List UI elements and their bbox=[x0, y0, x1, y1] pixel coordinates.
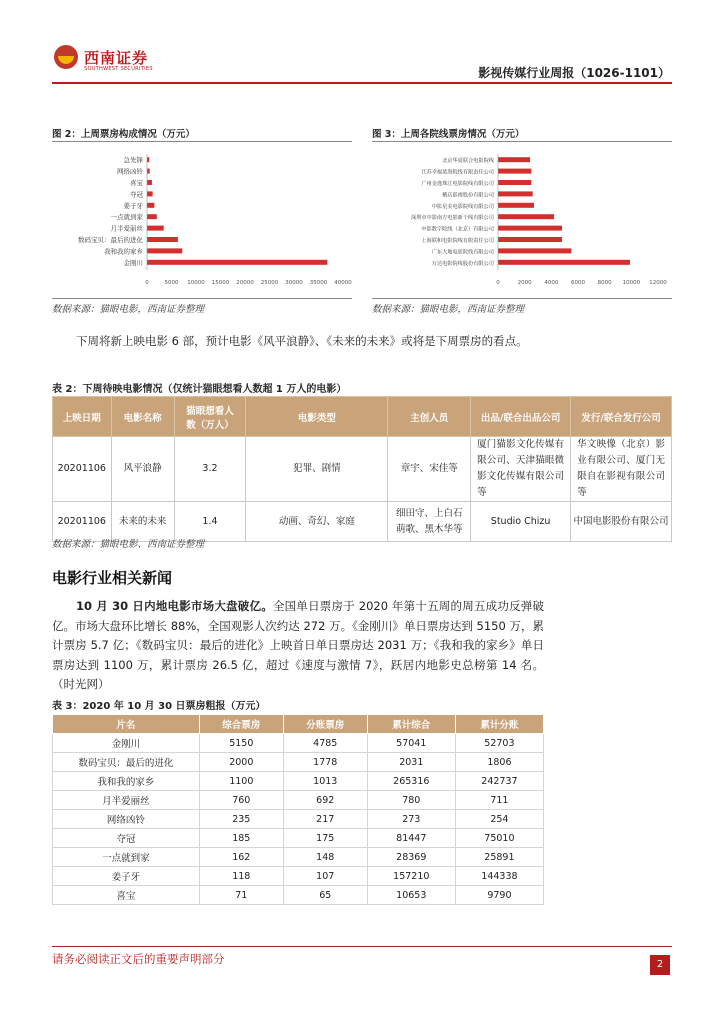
table2-header: 主创人员 bbox=[388, 397, 471, 437]
table-cell: 1.4 bbox=[174, 502, 246, 542]
table-cell: 2000 bbox=[199, 753, 283, 772]
table-cell: 风平浪静 bbox=[111, 437, 174, 502]
figure2-tick-label: 20000 bbox=[236, 280, 254, 286]
figure3-tick-label: 2000 bbox=[517, 280, 532, 286]
figure3-category-label: 中影数字院线（北京）有限公司 bbox=[421, 226, 494, 233]
table-cell: 162 bbox=[199, 848, 283, 867]
figure2-top-rule bbox=[52, 141, 352, 142]
figure2-category-label: 金刚川 bbox=[123, 258, 143, 267]
figure2-category-label: 网络凶铃 bbox=[117, 167, 143, 176]
table-cell: 65 bbox=[283, 886, 367, 905]
figure3-tick-label: 12000 bbox=[649, 280, 667, 286]
figure2-category-label: 喜宝 bbox=[130, 179, 143, 187]
figure2-category-label: 一点就到家 bbox=[110, 213, 143, 222]
table-cell: 75010 bbox=[455, 829, 543, 848]
figure2-title: 图 2：上周票房构成情况（万元） bbox=[52, 129, 195, 140]
table-cell: 厦门猫影文化传媒有限公司、天津猫眼微影文化传媒有限公司等 bbox=[471, 437, 571, 502]
logo-icon bbox=[54, 45, 78, 69]
figure3-tick-label: 4000 bbox=[544, 280, 559, 286]
figure3-bottom-rule bbox=[372, 298, 672, 299]
section-heading: 电影行业相关新闻 bbox=[52, 569, 173, 587]
figure2-tick-label: 30000 bbox=[285, 280, 303, 286]
figure2-bar bbox=[147, 260, 327, 265]
figure2-bar bbox=[147, 169, 150, 174]
table-cell: 25891 bbox=[455, 848, 543, 867]
figure2-category-label: 姜子牙 bbox=[123, 201, 143, 210]
table-cell: 未来的未来 bbox=[111, 502, 174, 542]
figure2-tick-label: 5000 bbox=[164, 280, 179, 286]
figure2-category-label: 夺冠 bbox=[130, 190, 143, 199]
table-cell: 3.2 bbox=[174, 437, 246, 502]
figure3-category-label: 江苏幸福蓝海院线有限责任公司 bbox=[421, 169, 494, 176]
upcoming-paragraph: 下周将新上映电影 6 部，预计电影《风平浪静》、《未来的未来》或将是下周票房的看点。 bbox=[76, 334, 528, 348]
figure2-bar bbox=[147, 180, 152, 185]
figure2-tick-label: 0 bbox=[145, 280, 149, 286]
table-row bbox=[53, 829, 544, 848]
figure2-bar bbox=[147, 226, 164, 231]
figure2-tick-label: 10000 bbox=[187, 280, 205, 286]
table-cell: 118 bbox=[199, 867, 283, 886]
table3-title: 表 3：2020 年 10 月 30 日票房粗报（万元） bbox=[52, 701, 266, 712]
table-cell: 28369 bbox=[367, 848, 455, 867]
table-cell: 144338 bbox=[455, 867, 543, 886]
figure3-category-label: 中影星美电影院线有限公司 bbox=[431, 203, 494, 210]
figure2-tick-label: 40000 bbox=[334, 280, 352, 286]
table-cell: 5150 bbox=[199, 734, 283, 753]
table-cell: 175 bbox=[283, 829, 367, 848]
figure3-bar bbox=[498, 248, 571, 253]
table-cell: 4785 bbox=[283, 734, 367, 753]
figure2-category-label: 我和我的家乡 bbox=[104, 247, 143, 256]
news-lead: 10 月 30 日内地电影市场大盘破亿。 bbox=[76, 599, 273, 613]
table-cell: 242737 bbox=[455, 772, 543, 791]
table-row bbox=[53, 791, 544, 810]
table-row bbox=[53, 886, 544, 905]
figure3-bar bbox=[498, 191, 533, 196]
table-cell: 我和我的家乡 bbox=[53, 772, 200, 791]
table-cell: 71 bbox=[199, 886, 283, 905]
figure2-category-label: 月半爱丽丝 bbox=[110, 224, 143, 233]
figure3-bar bbox=[498, 260, 630, 265]
table-cell: 254 bbox=[455, 810, 543, 829]
table-cell: 265316 bbox=[367, 772, 455, 791]
figure3-tick-label: 0 bbox=[496, 280, 500, 286]
table2-header: 猫眼想看人数（万人） bbox=[174, 397, 246, 437]
figure3-bar bbox=[498, 214, 554, 219]
figure3-tick-label: 6000 bbox=[571, 280, 585, 286]
table-row bbox=[53, 437, 672, 502]
table-row bbox=[53, 867, 544, 886]
table-cell: 1778 bbox=[283, 753, 367, 772]
table-row bbox=[53, 848, 544, 867]
table-cell: 20201106 bbox=[53, 437, 112, 502]
table3-header: 综合票房 bbox=[199, 715, 283, 734]
table-cell: 1013 bbox=[283, 772, 367, 791]
figure2-source: 数据来源：猫眼电影，西南证券整理 bbox=[52, 304, 205, 315]
table-row bbox=[53, 810, 544, 829]
figure2-tick-label: 25000 bbox=[260, 280, 279, 286]
figure2-tick-label: 15000 bbox=[211, 280, 230, 286]
figure3-category-label: 上海联和电影院线有限责任公司 bbox=[421, 238, 494, 244]
logo-name: 西南证券 bbox=[84, 49, 149, 67]
figure2-chart bbox=[52, 148, 352, 296]
box-office-table bbox=[52, 714, 544, 905]
report-title: 影视传媒行业周报（1026-1101） bbox=[478, 66, 670, 80]
table-cell: 235 bbox=[199, 810, 283, 829]
table-cell: 章宇、宋佳等 bbox=[388, 437, 471, 502]
table-cell: 网络凶铃 bbox=[53, 810, 200, 829]
table-cell: 157210 bbox=[367, 867, 455, 886]
figure2-bar bbox=[147, 248, 182, 253]
table3-header: 分账票房 bbox=[283, 715, 367, 734]
table-cell: 52703 bbox=[455, 734, 543, 753]
figure3-tick-label: 10000 bbox=[622, 280, 641, 286]
news-paragraph bbox=[52, 597, 544, 695]
figure3-bar bbox=[498, 157, 530, 162]
figure3-bar bbox=[498, 203, 534, 208]
table3-header: 片名 bbox=[53, 715, 200, 734]
table2-header: 电影类型 bbox=[246, 397, 388, 437]
page-number: 2 bbox=[650, 955, 670, 975]
table-cell: 一点就到家 bbox=[53, 848, 200, 867]
table-cell: 数码宝贝：最后的进化 bbox=[53, 753, 200, 772]
figure3-top-rule bbox=[372, 141, 672, 142]
table2-header: 上映日期 bbox=[53, 397, 112, 437]
table2-header: 出品/联合出品公司 bbox=[471, 397, 571, 437]
table-cell: 1100 bbox=[199, 772, 283, 791]
figure3-source: 数据来源：猫眼电影，西南证券整理 bbox=[372, 304, 525, 315]
table-cell: 107 bbox=[283, 867, 367, 886]
table-cell: 760 bbox=[199, 791, 283, 810]
table-cell: 金刚川 bbox=[53, 734, 200, 753]
figure3-category-label: 北京华夏联合电影院线 bbox=[442, 158, 494, 165]
table2-header: 发行/联合发行公司 bbox=[571, 397, 672, 437]
table-cell: 姜子牙 bbox=[53, 867, 200, 886]
figure3-category-label: 横店影视股份有限公司 bbox=[442, 192, 494, 199]
table-cell: 华文映像（北京）影业有限公司、厦门无限自在影视有限公司等 bbox=[571, 437, 672, 502]
header-rule bbox=[52, 82, 672, 84]
footer-disclaimer: 请务必阅读正文后的重要声明部分 bbox=[52, 952, 225, 966]
table-cell: 月半爱丽丝 bbox=[53, 791, 200, 810]
table-cell: 148 bbox=[283, 848, 367, 867]
table-cell: 1806 bbox=[455, 753, 543, 772]
table-row bbox=[53, 772, 544, 791]
figure3-category-label: 广州金逸珠江电影院线有限公司 bbox=[421, 181, 494, 187]
logo-subtitle: SOUTHWEST SECURITIES bbox=[84, 66, 153, 72]
figure3-bar bbox=[498, 237, 562, 242]
table-cell: 217 bbox=[283, 810, 367, 829]
table2-title: 表 2：下周待映电影情况（仅统计猫眼想看人数超 1 万人的电影） bbox=[52, 384, 347, 395]
footer-rule bbox=[52, 946, 672, 947]
table-cell: 犯罪、剧情 bbox=[246, 437, 388, 502]
figure2-category-label: 数码宝贝：最后的进化 bbox=[78, 236, 143, 244]
table-cell: 692 bbox=[283, 791, 367, 810]
table-row bbox=[53, 753, 544, 772]
figure2-category-label: 急先锋 bbox=[123, 156, 143, 165]
figure2-tick-label: 35000 bbox=[309, 280, 328, 286]
table2-source: 数据来源：猫眼电影、西南证券整理 bbox=[52, 539, 205, 550]
table-cell: 细田守、上白石萌歌、黑木华等 bbox=[388, 502, 471, 542]
figure3-category-label: 深圳市中影南方电影新干线有限公司 bbox=[410, 215, 494, 222]
figure3-bar bbox=[498, 226, 562, 231]
figure2-bar bbox=[147, 237, 178, 242]
table-cell: 中国电影股份有限公司 bbox=[571, 502, 672, 542]
table-cell: 10653 bbox=[367, 886, 455, 905]
table-row bbox=[53, 734, 544, 753]
figure2-bar bbox=[147, 203, 154, 208]
table-cell: 喜宝 bbox=[53, 886, 200, 905]
table-cell: 711 bbox=[455, 791, 543, 810]
table-cell: 81447 bbox=[367, 829, 455, 848]
table-cell: 780 bbox=[367, 791, 455, 810]
figure2-bar bbox=[147, 214, 157, 219]
figure3-bar bbox=[498, 180, 531, 185]
table-cell: 动画、奇幻、家庭 bbox=[246, 502, 388, 542]
upcoming-movies-table bbox=[52, 396, 672, 542]
news-body: 全国单日票房于 2020 年第十五周的周五成功反弹破亿。市场大盘环比增长 88%，全国观影人次约达 272 万。《金刚川》单日票房达到 5150 万，累计票房 5.7 亿；《数码宝贝：最后的进化》上映首日单日票房达 2031 万；《我和我的家乡》单日票房达到 1100 万，累计票房 26.5 亿，超过《速度与激情 7》，跃居内地影史总榜第 14 名。（时光网） bbox=[52, 599, 544, 691]
table-cell: 20201106 bbox=[53, 502, 112, 542]
table3-header: 累计分账 bbox=[455, 715, 543, 734]
figure3-category-label: 广东大地电影院线有限公司 bbox=[431, 249, 494, 256]
figure2-bottom-rule bbox=[52, 298, 352, 299]
table-cell: 185 bbox=[199, 829, 283, 848]
table2-header: 电影名称 bbox=[111, 397, 174, 437]
table-cell: 9790 bbox=[455, 886, 543, 905]
table-cell: 273 bbox=[367, 810, 455, 829]
figure2-bar bbox=[147, 157, 149, 162]
figure3-chart bbox=[372, 148, 672, 296]
figure2-bar bbox=[147, 191, 153, 196]
figure3-category-label: 万达电影院线股份有限公司 bbox=[431, 260, 494, 267]
table-cell: 57041 bbox=[367, 734, 455, 753]
figure3-bar bbox=[498, 169, 531, 174]
figure3-title: 图 3：上周各院线票房情况（万元） bbox=[372, 129, 525, 140]
table-cell: Studio Chizu bbox=[471, 502, 571, 542]
table3-header: 累计综合 bbox=[367, 715, 455, 734]
table-cell: 夺冠 bbox=[53, 829, 200, 848]
figure3-tick-label: 8000 bbox=[597, 280, 612, 286]
table-cell: 2031 bbox=[367, 753, 455, 772]
